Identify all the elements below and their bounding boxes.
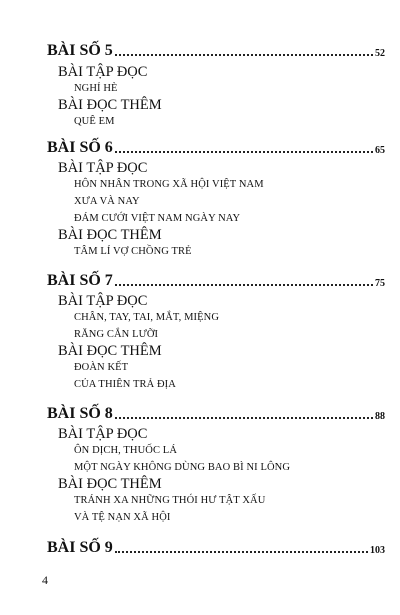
lesson-page-number: 65 — [375, 145, 385, 156]
section-title: BÀI ĐỌC THÊM — [58, 97, 162, 113]
lesson-heading — [47, 270, 385, 290]
lesson-page-number: 52 — [375, 48, 385, 59]
reading-item: TÂM LÍ VỢ CHỒNG TRẺ — [74, 246, 192, 257]
lesson-title: BÀI SỐ 9 — [47, 539, 113, 556]
page-number: 4 — [42, 573, 48, 587]
lesson-heading — [47, 137, 385, 157]
section-title: BÀI ĐỌC THÊM — [58, 343, 162, 359]
reading-item: HÔN NHÂN TRONG XÃ HỘI VIỆT NAM — [74, 179, 264, 190]
lesson-heading — [47, 403, 385, 423]
reading-item: CỦA THIÊN TRẢ ĐỊA — [74, 379, 176, 390]
dot-leader — [115, 284, 373, 286]
reading-item: QUÊ EM — [74, 116, 115, 127]
lesson-page-number: 103 — [370, 545, 385, 556]
lesson-title: BÀI SỐ 7 — [47, 272, 113, 289]
reading-item: XƯA VÀ NAY — [74, 196, 140, 207]
reading-item: RĂNG CẮN LƯỠI — [74, 329, 159, 340]
lesson-page-number: 75 — [375, 278, 385, 289]
section-title: BÀI TẬP ĐỌC — [58, 64, 148, 80]
reading-item: ĐÁM CƯỚI VIỆT NAM NGÀY NAY — [74, 213, 241, 224]
dot-leader — [115, 417, 373, 419]
lesson-title: BÀI SỐ 8 — [47, 405, 113, 422]
reading-item: ĐOÀN KẾT — [74, 362, 129, 373]
dot-leader — [115, 551, 368, 553]
lesson-title: BÀI SỐ 5 — [47, 42, 113, 59]
lesson-page-number: 88 — [375, 411, 385, 422]
section-title: BÀI ĐỌC THÊM — [58, 476, 162, 492]
section-title: BÀI TẬP ĐỌC — [58, 293, 148, 309]
reading-item: VÀ TỆ NẠN XÃ HỘI — [74, 512, 171, 523]
reading-item: CHÂN, TAY, TAI, MẮT, MIỆNG — [74, 312, 220, 323]
lesson-heading — [47, 537, 385, 557]
lesson-heading — [47, 40, 385, 60]
reading-item: TRÁNH XA NHỮNG THÓI HƯ TẬT XẤU — [74, 495, 266, 506]
dot-leader — [115, 151, 373, 153]
reading-item: MỘT NGÀY KHÔNG DÙNG BAO BÌ NI LÔNG — [74, 462, 291, 473]
reading-item: NGHỈ HÈ — [74, 83, 118, 94]
section-title: BÀI ĐỌC THÊM — [58, 227, 162, 243]
dot-leader — [115, 54, 373, 56]
section-title: BÀI TẬP ĐỌC — [58, 160, 148, 176]
reading-item: ÔN DỊCH, THUỐC LÁ — [74, 445, 178, 456]
section-title: BÀI TẬP ĐỌC — [58, 426, 148, 442]
lesson-title: BÀI SỐ 6 — [47, 139, 113, 156]
